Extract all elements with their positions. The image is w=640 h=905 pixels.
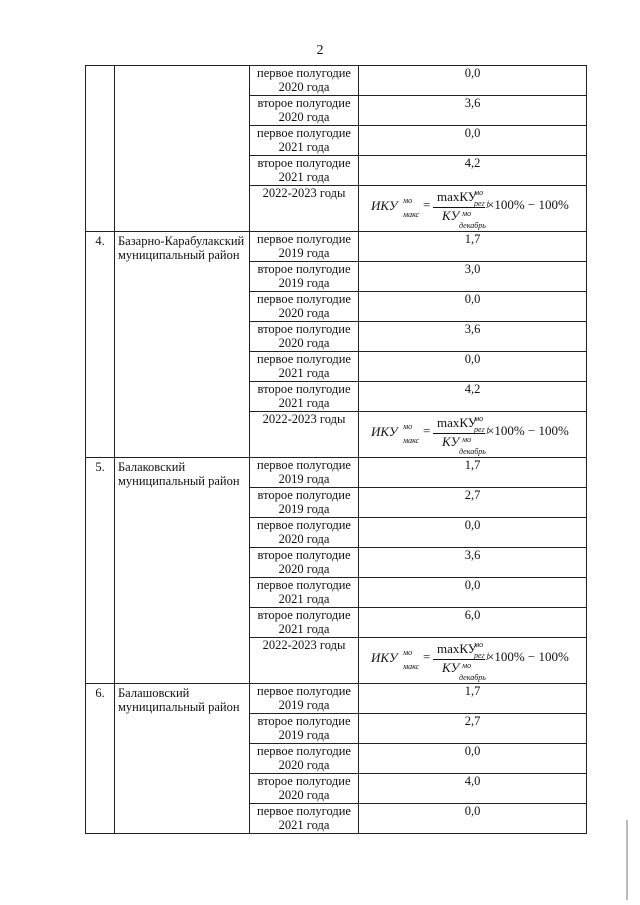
period-label: второе полугодие 2021 года (250, 382, 359, 412)
formula-rest: ×100% − 100% (487, 197, 569, 212)
formula-den-sup: мо (462, 209, 472, 218)
formula-lhs: ИКУ (371, 198, 398, 213)
formula-lhs-sub: макс (403, 662, 420, 671)
formula-lhs-sup: мо (403, 422, 413, 431)
formula-fraction-line (433, 433, 485, 434)
indicator-value: 1,7 (359, 684, 587, 714)
period-label: второе полугодие 2019 года (250, 714, 359, 744)
formula-den-sub: декабрь (459, 447, 486, 456)
formula-num-sup: мо (474, 640, 484, 649)
indicator-value (359, 186, 587, 232)
indicator-value (359, 412, 587, 458)
indicator-value: 6,0 (359, 608, 587, 638)
district-name: Балаковский муниципальный район (115, 458, 250, 684)
period-label: первое полугодие 2020 года (250, 292, 359, 322)
district-name (115, 66, 250, 232)
formula-num-sub: рег j (474, 425, 489, 434)
formula-numerator: maxКУ (437, 415, 477, 430)
row-number: 5. (86, 458, 115, 684)
formula-lhs-sup: мо (403, 196, 413, 205)
table-row (86, 684, 587, 714)
period-label: 2022-2023 годы (250, 186, 359, 232)
formula-denominator: КУ (442, 660, 460, 675)
formula-num-sub: рег j (474, 651, 489, 660)
indicator-value: 4,2 (359, 382, 587, 412)
period-label: первое полугодие 2020 года (250, 744, 359, 774)
table-row (86, 458, 587, 488)
indicator-value: 3,6 (359, 322, 587, 352)
period-label: второе полугодие 2019 года (250, 262, 359, 292)
indicator-value: 0,0 (359, 292, 587, 322)
formula-den-sub: декабрь (459, 221, 486, 230)
indicator-value: 4,0 (359, 774, 587, 804)
period-label: первое полугодие 2021 года (250, 126, 359, 156)
formula-fraction-line (433, 207, 485, 208)
period-label: первое полугодие 2019 года (250, 684, 359, 714)
formula-den-sup: мо (462, 661, 472, 670)
period-label: 2022-2023 годы (250, 638, 359, 684)
indicator-value: 3,6 (359, 96, 587, 126)
formula-lhs: ИКУ (371, 650, 398, 665)
table-row (86, 66, 587, 96)
formula-denominator: КУ (442, 434, 460, 449)
formula-numerator: maxКУ (437, 189, 477, 204)
formula-rest: ×100% − 100% (487, 649, 569, 664)
period-label: второе полугодие 2020 года (250, 774, 359, 804)
indicator-value: 1,7 (359, 232, 587, 262)
indicator-value: 2,7 (359, 488, 587, 518)
indicator-value: 3,0 (359, 262, 587, 292)
period-label: второе полугодие 2020 года (250, 322, 359, 352)
indicator-value: 0,0 (359, 518, 587, 548)
period-label: второе полугодие 2020 года (250, 548, 359, 578)
district-name: Балашовский муниципальный район (115, 684, 250, 834)
formula-lhs: ИКУ (371, 424, 398, 439)
formula-numerator: maxКУ (437, 641, 477, 656)
formula-rest: ×100% − 100% (487, 423, 569, 438)
formula-lhs-sup: мо (403, 648, 413, 657)
indicator-value: 0,0 (359, 578, 587, 608)
indicator-value: 0,0 (359, 352, 587, 382)
formula-num-sup: мо (474, 188, 484, 197)
indicator-value: 3,6 (359, 548, 587, 578)
period-label: второе полугодие 2021 года (250, 608, 359, 638)
formula-equals: = (423, 649, 431, 664)
indicator-value: 0,0 (359, 126, 587, 156)
formula-fraction-line (433, 659, 485, 660)
period-label: первое полугодие 2021 года (250, 578, 359, 608)
period-label: 2022-2023 годы (250, 412, 359, 458)
formula (359, 412, 586, 457)
formula-num-sup: мо (474, 414, 484, 423)
formula-equals: = (423, 423, 431, 438)
formula-num-sub: рег j (474, 199, 489, 208)
period-label: первое полугодие 2020 года (250, 66, 359, 96)
indicator-value (359, 638, 587, 684)
period-label: первое полугодие 2021 года (250, 804, 359, 834)
period-label: первое полугодие 2019 года (250, 458, 359, 488)
formula (359, 186, 586, 231)
period-label: второе полугодие 2020 года (250, 96, 359, 126)
formula-equals: = (423, 197, 431, 212)
period-label: первое полугодие 2019 года (250, 232, 359, 262)
indicator-value: 2,7 (359, 714, 587, 744)
period-label: второе полугодие 2019 года (250, 488, 359, 518)
formula (359, 638, 586, 683)
formula-lhs-sub: макс (403, 436, 420, 445)
formula-den-sub: декабрь (459, 673, 486, 682)
row-number (86, 66, 115, 232)
district-name: Базарно-Карабулакский муниципальный район (115, 232, 250, 458)
page-number: 2 (316, 43, 324, 58)
table-body (86, 66, 587, 834)
row-number: 4. (86, 232, 115, 458)
formula-denominator: КУ (442, 208, 460, 223)
table-row (86, 232, 587, 262)
indicator-value: 0,0 (359, 744, 587, 774)
indicator-value: 1,7 (359, 458, 587, 488)
formula-lhs-sub: макс (403, 210, 420, 219)
indicator-table (85, 65, 587, 834)
indicator-value: 0,0 (359, 804, 587, 834)
period-label: первое полугодие 2021 года (250, 352, 359, 382)
indicator-value: 4,2 (359, 156, 587, 186)
period-label: первое полугодие 2020 года (250, 518, 359, 548)
indicator-value: 0,0 (359, 66, 587, 96)
row-number: 6. (86, 684, 115, 834)
formula-den-sup: мо (462, 435, 472, 444)
scan-artifact (626, 820, 628, 900)
period-label: второе полугодие 2021 года (250, 156, 359, 186)
